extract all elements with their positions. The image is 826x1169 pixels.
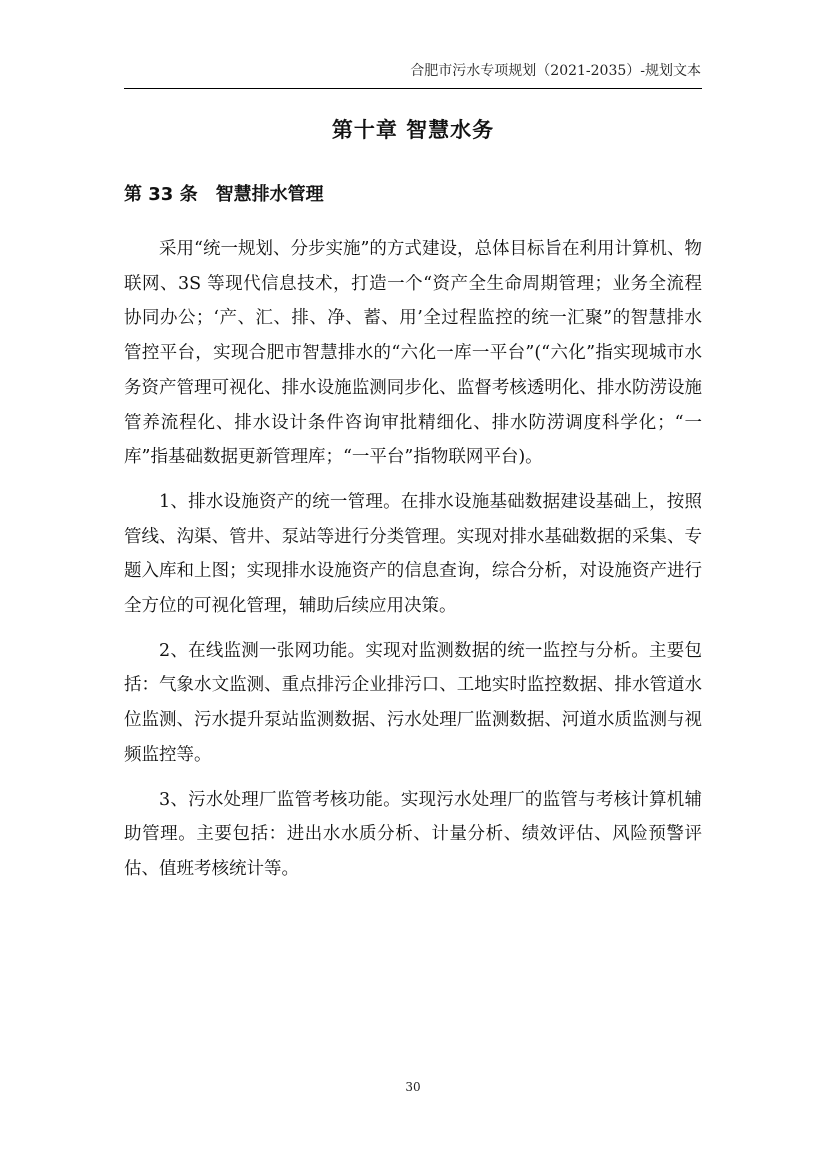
paragraph-item-1: 1、排水设施资产的统一管理。在排水设施基础数据建设基础上，按照管线、沟渠、管井、泵站等进行分类管理。实现对排水基础数据的采集、专题入库和上图；实现排水设施资产的信息查询，综合分析，对设施资产进行全方位的可视化管理，辅助后续应用决策。 <box>124 491 702 617</box>
running-header: 合肥市污水专项规划（2021-2035）-规划文本 <box>410 63 701 79</box>
paragraph-intro: 采用“统一规划、分步实施”的方式建设，总体目标旨在利用计算机、物联网、3S 等现代信息技术，打造一个“资产全生命周期管理；业务全流程协同办公；‘产、汇、排、净、蓄、用’全过程监控的统一汇聚”的智慧排水管控平台，实现合肥市智慧排水的“六化一库一平台”(“六化”指实现城市水务资产管理可视化、排水设施监测同步化、监督考核透明化、排水防涝设施管养流程化、排水设计条件咨询审批精细化、排水防涝调度科学化；“一库”指基础数据更新管理库；“一平台”指物联网平台)。 <box>124 239 702 468</box>
article-number: 第 33 条 <box>124 184 198 205</box>
article-title: 智慧排水管理 <box>215 184 324 205</box>
page-number: 30 <box>405 1080 421 1094</box>
header-rule <box>124 88 702 89</box>
article-body <box>124 232 702 897</box>
paragraph-item-3: 3、污水处理厂监管考核功能。实现污水处理厂的监管与考核计算机辅助管理。主要包括：进出水水质分析、计量分析、绩效评估、风险预警评估、值班考核统计等。 <box>124 789 702 879</box>
article-heading <box>124 180 324 206</box>
paragraph-item-2: 2、在线监测一张网功能。实现对监测数据的统一监控与分析。主要包括：气象水文监测、重点排污企业排污口、工地实时监控数据、排水管道水位监测、污水提升泵站监测数据、污水处理厂监测数据、河道水质监测与视频监控等。 <box>124 640 702 765</box>
chapter-title: 第十章 智慧水务 <box>331 118 495 142</box>
